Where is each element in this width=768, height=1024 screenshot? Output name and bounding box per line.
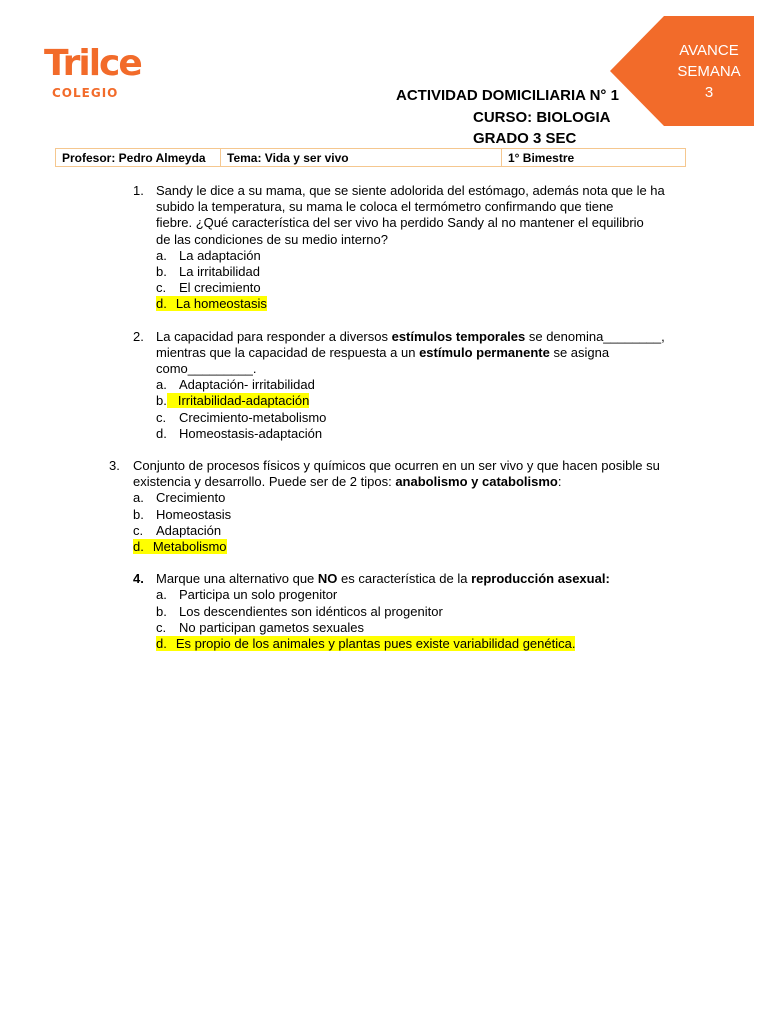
option-text: Crecimiento-metabolismo [179, 409, 327, 425]
option-c [0, 620, 768, 636]
profesor-cell: Profesor: Pedro Almeyda [56, 149, 221, 167]
question-bold-text: estímulos temporales [391, 328, 526, 344]
question-text: es característica de la [337, 571, 472, 587]
question-text: Marque una alternativo que [156, 571, 318, 587]
question-text: se denomina________, [525, 328, 665, 344]
highlighted-answer [133, 539, 227, 554]
option-letter: b. [156, 393, 167, 409]
option-letter: d. [156, 636, 167, 652]
course-title: CURSO: BIOLOGIA [473, 109, 611, 126]
tema-cell: Tema: Vida y ser vivo [221, 149, 502, 167]
question-text: existencia y desarrollo. Puede ser de 2 tipos: [133, 474, 396, 490]
question-1 [0, 183, 768, 313]
option-text: Es propio de los animales y plantas pues existe variabilidad genética. [175, 636, 576, 652]
option-text: Crecimiento [156, 490, 226, 506]
option-letter: c. [156, 280, 167, 296]
option-letter: b. [156, 264, 167, 280]
option-letter: d. [156, 296, 167, 312]
question-text-line: como_________. [156, 361, 257, 377]
question-text-line: subido la temperatura, su mama le coloca el termómetro confirmando que tiene [156, 199, 614, 215]
question-bold-text: anabolismo y catabolismo [395, 474, 558, 490]
info-row [56, 149, 686, 167]
option-text: Adaptación [156, 522, 222, 538]
option-letter: c. [156, 619, 167, 635]
activity-title: ACTIVIDAD DOMICILIARIA N° 1 [396, 87, 619, 104]
option-b [0, 507, 768, 523]
question-bold-text: estímulo permanente [419, 344, 550, 360]
option-d [0, 426, 768, 442]
week-badge [610, 16, 754, 126]
option-text: El crecimiento [179, 280, 261, 296]
option-b-correct [0, 393, 768, 409]
question-bold-text: reproducción asexual: [471, 571, 610, 587]
question-text: mientras que la capacidad de respuesta a un [156, 344, 420, 360]
option-text: La irritabilidad [179, 264, 260, 280]
option-text: Homeostasis-adaptación [179, 425, 323, 441]
option-d-correct [0, 539, 768, 555]
option-letter: b. [133, 506, 144, 522]
option-a [0, 490, 768, 506]
option-letter: d. [133, 539, 144, 555]
option-letter: a. [156, 587, 167, 603]
bimestre-cell: 1° Bimestre [502, 149, 686, 167]
badge-line-2: SEMANA [677, 63, 741, 80]
option-text: La homeostasis [175, 296, 267, 312]
badge-text [666, 40, 752, 103]
question-number: 1. [133, 183, 144, 198]
option-text: Homeostasis [156, 506, 232, 522]
question-number: 2. [133, 328, 144, 344]
question-bold-text: NO [317, 571, 338, 587]
badge-line-3: 3 [704, 84, 714, 101]
option-letter: b. [156, 603, 167, 619]
option-d-correct [0, 296, 768, 312]
option-text: No participan gametos sexuales [179, 619, 364, 635]
question-text: La capacidad para responder a diversos [156, 328, 392, 344]
questions [0, 183, 768, 668]
option-letter: c. [156, 409, 167, 425]
option-text: Irritabilidad-adaptación [177, 393, 310, 409]
question-text-line: Sandy le dice a su mama, que se siente adolorida del estómago, además nota que le ha [156, 183, 665, 198]
option-text: Metabolismo [152, 539, 227, 555]
badge-line-1: AVANCE [679, 42, 739, 59]
option-b [0, 604, 768, 620]
question-3 [0, 458, 768, 555]
option-c [0, 280, 768, 296]
school-logo [44, 44, 141, 100]
question-text: se asigna [549, 344, 610, 360]
question-number: 3. [109, 458, 120, 474]
option-text: Los descendientes son idénticos al progenitor [179, 603, 443, 619]
option-letter: c. [133, 522, 144, 538]
option-a [0, 248, 768, 264]
option-c [0, 523, 768, 539]
info-table [55, 148, 686, 167]
question-number: 4. [133, 571, 144, 587]
option-text: Participa un solo progenitor [179, 587, 338, 603]
option-text: La adaptación [179, 247, 261, 263]
highlighted-answer [167, 393, 310, 408]
option-c [0, 410, 768, 426]
option-d-correct [0, 636, 768, 652]
grade-title: GRADO 3 SEC [473, 130, 577, 147]
option-a [0, 377, 768, 393]
option-letter: d. [156, 425, 167, 441]
logo-subtitle: COLEGIO [52, 86, 119, 100]
question-text: : [557, 474, 562, 490]
question-text-line: fiebre. ¿Qué característica del ser vivo ha perdido Sandy al no mantener el equilibrio [156, 215, 644, 231]
option-a [0, 587, 768, 603]
question-text: Conjunto de procesos físicos y químicos que ocurren en un ser vivo y que hacen posible su [133, 458, 660, 474]
question-4 [0, 571, 768, 652]
option-letter: a. [156, 377, 167, 393]
option-letter: a. [156, 247, 167, 263]
highlighted-answer [156, 296, 267, 311]
option-letter: a. [133, 490, 144, 506]
option-b [0, 264, 768, 280]
highlighted-answer [156, 636, 575, 651]
question-2 [0, 329, 768, 442]
question-text-line: de las condiciones de su medio interno? [156, 231, 388, 247]
logo-name: Trilce [44, 43, 141, 84]
option-text: Adaptación- irritabilidad [179, 377, 315, 393]
